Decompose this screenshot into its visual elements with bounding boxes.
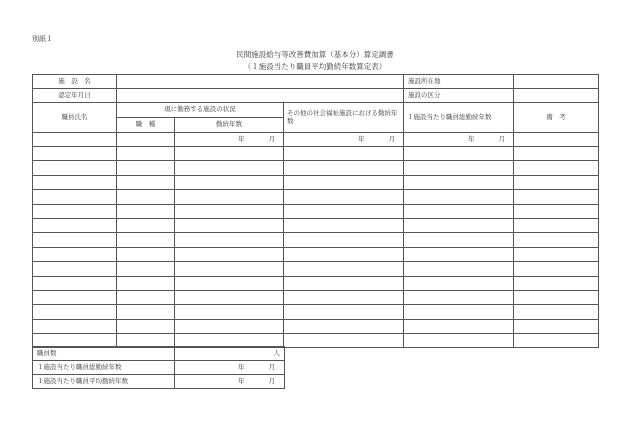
table-cell[interactable]: [284, 233, 404, 247]
table-cell[interactable]: [284, 290, 404, 304]
table-cell[interactable]: [117, 175, 175, 189]
total-years-label: １施設当たり職員総勤続年数: [33, 361, 175, 375]
table-cell[interactable]: [514, 190, 599, 204]
table-cell[interactable]: [284, 247, 404, 261]
table-cell[interactable]: [33, 190, 117, 204]
month-unit: 月: [388, 134, 395, 143]
staff-row: [33, 319, 599, 333]
table-cell[interactable]: [404, 262, 514, 276]
staff-row: [33, 147, 599, 161]
table-cell[interactable]: [117, 233, 175, 247]
table-cell[interactable]: [284, 161, 404, 175]
table-cell[interactable]: [33, 161, 117, 175]
table-cell[interactable]: [175, 276, 284, 290]
year-unit: 年: [238, 134, 245, 143]
total-years-row: [33, 361, 285, 375]
table-cell[interactable]: [175, 175, 284, 189]
table-cell[interactable]: [404, 233, 514, 247]
total-years-header: １施設当たり職員総勤続年数: [404, 103, 514, 133]
facility-name-label: 施 設 名: [33, 75, 117, 89]
table-cell[interactable]: [175, 161, 284, 175]
staff-count-cell[interactable]: [175, 347, 285, 361]
table-cell[interactable]: [284, 147, 404, 161]
remarks-header: 備 考: [514, 103, 599, 133]
facility-category-label: 施設の区分: [404, 89, 514, 103]
table-cell[interactable]: [514, 334, 599, 348]
table-cell[interactable]: [514, 147, 599, 161]
table-cell[interactable]: [33, 290, 117, 304]
table-cell[interactable]: [33, 319, 117, 333]
table-cell[interactable]: [514, 262, 599, 276]
table-cell[interactable]: [33, 233, 117, 247]
table-cell[interactable]: [404, 305, 514, 319]
table-cell[interactable]: [175, 262, 284, 276]
table-cell[interactable]: [284, 334, 404, 348]
table-cell[interactable]: [514, 161, 599, 175]
table-cell[interactable]: [284, 204, 404, 218]
table-cell[interactable]: [404, 247, 514, 261]
table-cell[interactable]: [404, 190, 514, 204]
month-unit: 月: [268, 362, 275, 371]
table-cell[interactable]: [404, 334, 514, 348]
table-cell[interactable]: [514, 305, 599, 319]
table-cell[interactable]: [175, 233, 284, 247]
table-cell[interactable]: [284, 175, 404, 189]
table-cell[interactable]: [404, 218, 514, 232]
other-welfare-header: その他の社会福祉施設における勤続年数: [284, 103, 404, 133]
table-cell[interactable]: [404, 175, 514, 189]
table-cell[interactable]: [117, 161, 175, 175]
table-cell[interactable]: [175, 147, 284, 161]
staff-name-header: 職員氏名: [33, 103, 117, 133]
table-cell[interactable]: [117, 247, 175, 261]
table-cell[interactable]: [175, 319, 284, 333]
table-cell[interactable]: [33, 175, 117, 189]
table-cell[interactable]: [404, 147, 514, 161]
table-cell[interactable]: [514, 319, 599, 333]
staff-row: [33, 175, 599, 189]
staff-row: [33, 233, 599, 247]
table-cell[interactable]: [284, 276, 404, 290]
table-cell[interactable]: [404, 319, 514, 333]
remarks-cell[interactable]: [514, 133, 599, 147]
staff-row: [33, 218, 599, 232]
facility-category-cell[interactable]: [514, 89, 599, 103]
table-cell[interactable]: [514, 247, 599, 261]
month-unit: 月: [268, 134, 275, 143]
total-years-cell[interactable]: [175, 361, 285, 375]
table-cell[interactable]: [175, 204, 284, 218]
table-cell[interactable]: [404, 161, 514, 175]
year-unit: 年: [358, 134, 365, 143]
table-cell[interactable]: [175, 290, 284, 304]
table-cell[interactable]: [33, 276, 117, 290]
table-cell[interactable]: [284, 262, 404, 276]
table-cell[interactable]: [175, 218, 284, 232]
table-cell[interactable]: [117, 262, 175, 276]
table-cell[interactable]: [284, 305, 404, 319]
table-cell[interactable]: [33, 305, 117, 319]
avg-years-label: １施設当たり職員平均勤続年数: [33, 375, 175, 389]
table-cell[interactable]: [117, 190, 175, 204]
staff-row: [33, 204, 599, 218]
table-cell[interactable]: [117, 319, 175, 333]
total-years-unit-cell[interactable]: [404, 133, 514, 147]
table-cell[interactable]: [117, 305, 175, 319]
years-unit-cell[interactable]: [175, 133, 284, 147]
table-cell[interactable]: [117, 290, 175, 304]
table-cell[interactable]: [33, 204, 117, 218]
column-header-row-1: [33, 103, 599, 118]
year-unit: 年: [468, 134, 475, 143]
document-title: 民間施設給与等改善費加算（基本分）算定調書: [236, 50, 394, 59]
table-cell[interactable]: [284, 218, 404, 232]
table-cell[interactable]: [33, 218, 117, 232]
staff-row: [33, 190, 599, 204]
table-cell[interactable]: [514, 233, 599, 247]
facility-location-label: 施設所在地: [404, 75, 514, 89]
approval-date-label: 認定年月日: [33, 89, 117, 103]
table-cell[interactable]: [117, 276, 175, 290]
staff-name-cell[interactable]: [33, 133, 117, 147]
table-cell[interactable]: [404, 276, 514, 290]
table-cell[interactable]: [33, 262, 117, 276]
attachment-label: 別紙１: [32, 35, 53, 43]
table-cell[interactable]: [117, 218, 175, 232]
main-table: [32, 74, 599, 348]
table-cell[interactable]: [175, 247, 284, 261]
staff-row: [33, 161, 599, 175]
table-cell[interactable]: [175, 190, 284, 204]
approval-date-cell[interactable]: [117, 89, 404, 103]
staff-row: [33, 305, 599, 319]
table-cell[interactable]: [117, 147, 175, 161]
job-type-cell[interactable]: [117, 133, 175, 147]
summary-table: [32, 346, 285, 389]
avg-years-row: [33, 375, 285, 389]
month-unit: 月: [268, 376, 275, 385]
table-cell[interactable]: [33, 147, 117, 161]
person-unit: 人: [273, 348, 280, 357]
table-cell[interactable]: [514, 175, 599, 189]
other-welfare-unit-cell[interactable]: [284, 133, 404, 147]
staff-row: [33, 262, 599, 276]
job-type-header: 職 種: [117, 118, 175, 133]
document-subtitle: （１施設当たり職員平均勤続年数算定表）: [243, 62, 387, 71]
table-cell[interactable]: [514, 218, 599, 232]
facility-name-row: [33, 75, 599, 89]
facility-location-cell[interactable]: [514, 75, 599, 89]
table-cell[interactable]: [175, 305, 284, 319]
month-unit: 月: [498, 134, 506, 143]
avg-years-cell[interactable]: [175, 375, 285, 389]
year-unit: 年: [238, 376, 245, 385]
staff-count-row: [33, 347, 285, 361]
staff-row: [33, 276, 599, 290]
table-cell[interactable]: [284, 319, 404, 333]
staff-row: [33, 290, 599, 304]
table-cell[interactable]: [514, 276, 599, 290]
current-facility-header: 現に勤務する施設の状況: [117, 103, 284, 118]
table-cell[interactable]: [404, 204, 514, 218]
table-cell[interactable]: [514, 204, 599, 218]
table-cell[interactable]: [117, 204, 175, 218]
table-cell[interactable]: [514, 290, 599, 304]
staff-count-label: 職員数: [33, 347, 175, 361]
year-unit: 年: [238, 362, 245, 371]
table-cell[interactable]: [33, 247, 117, 261]
table-cell[interactable]: [404, 290, 514, 304]
staff-row: [33, 247, 599, 261]
years-header: 勤続年数: [175, 118, 284, 133]
table-cell[interactable]: [284, 190, 404, 204]
facility-name-cell[interactable]: [117, 75, 404, 89]
unit-row: [33, 133, 599, 147]
approval-date-row: [33, 89, 599, 103]
